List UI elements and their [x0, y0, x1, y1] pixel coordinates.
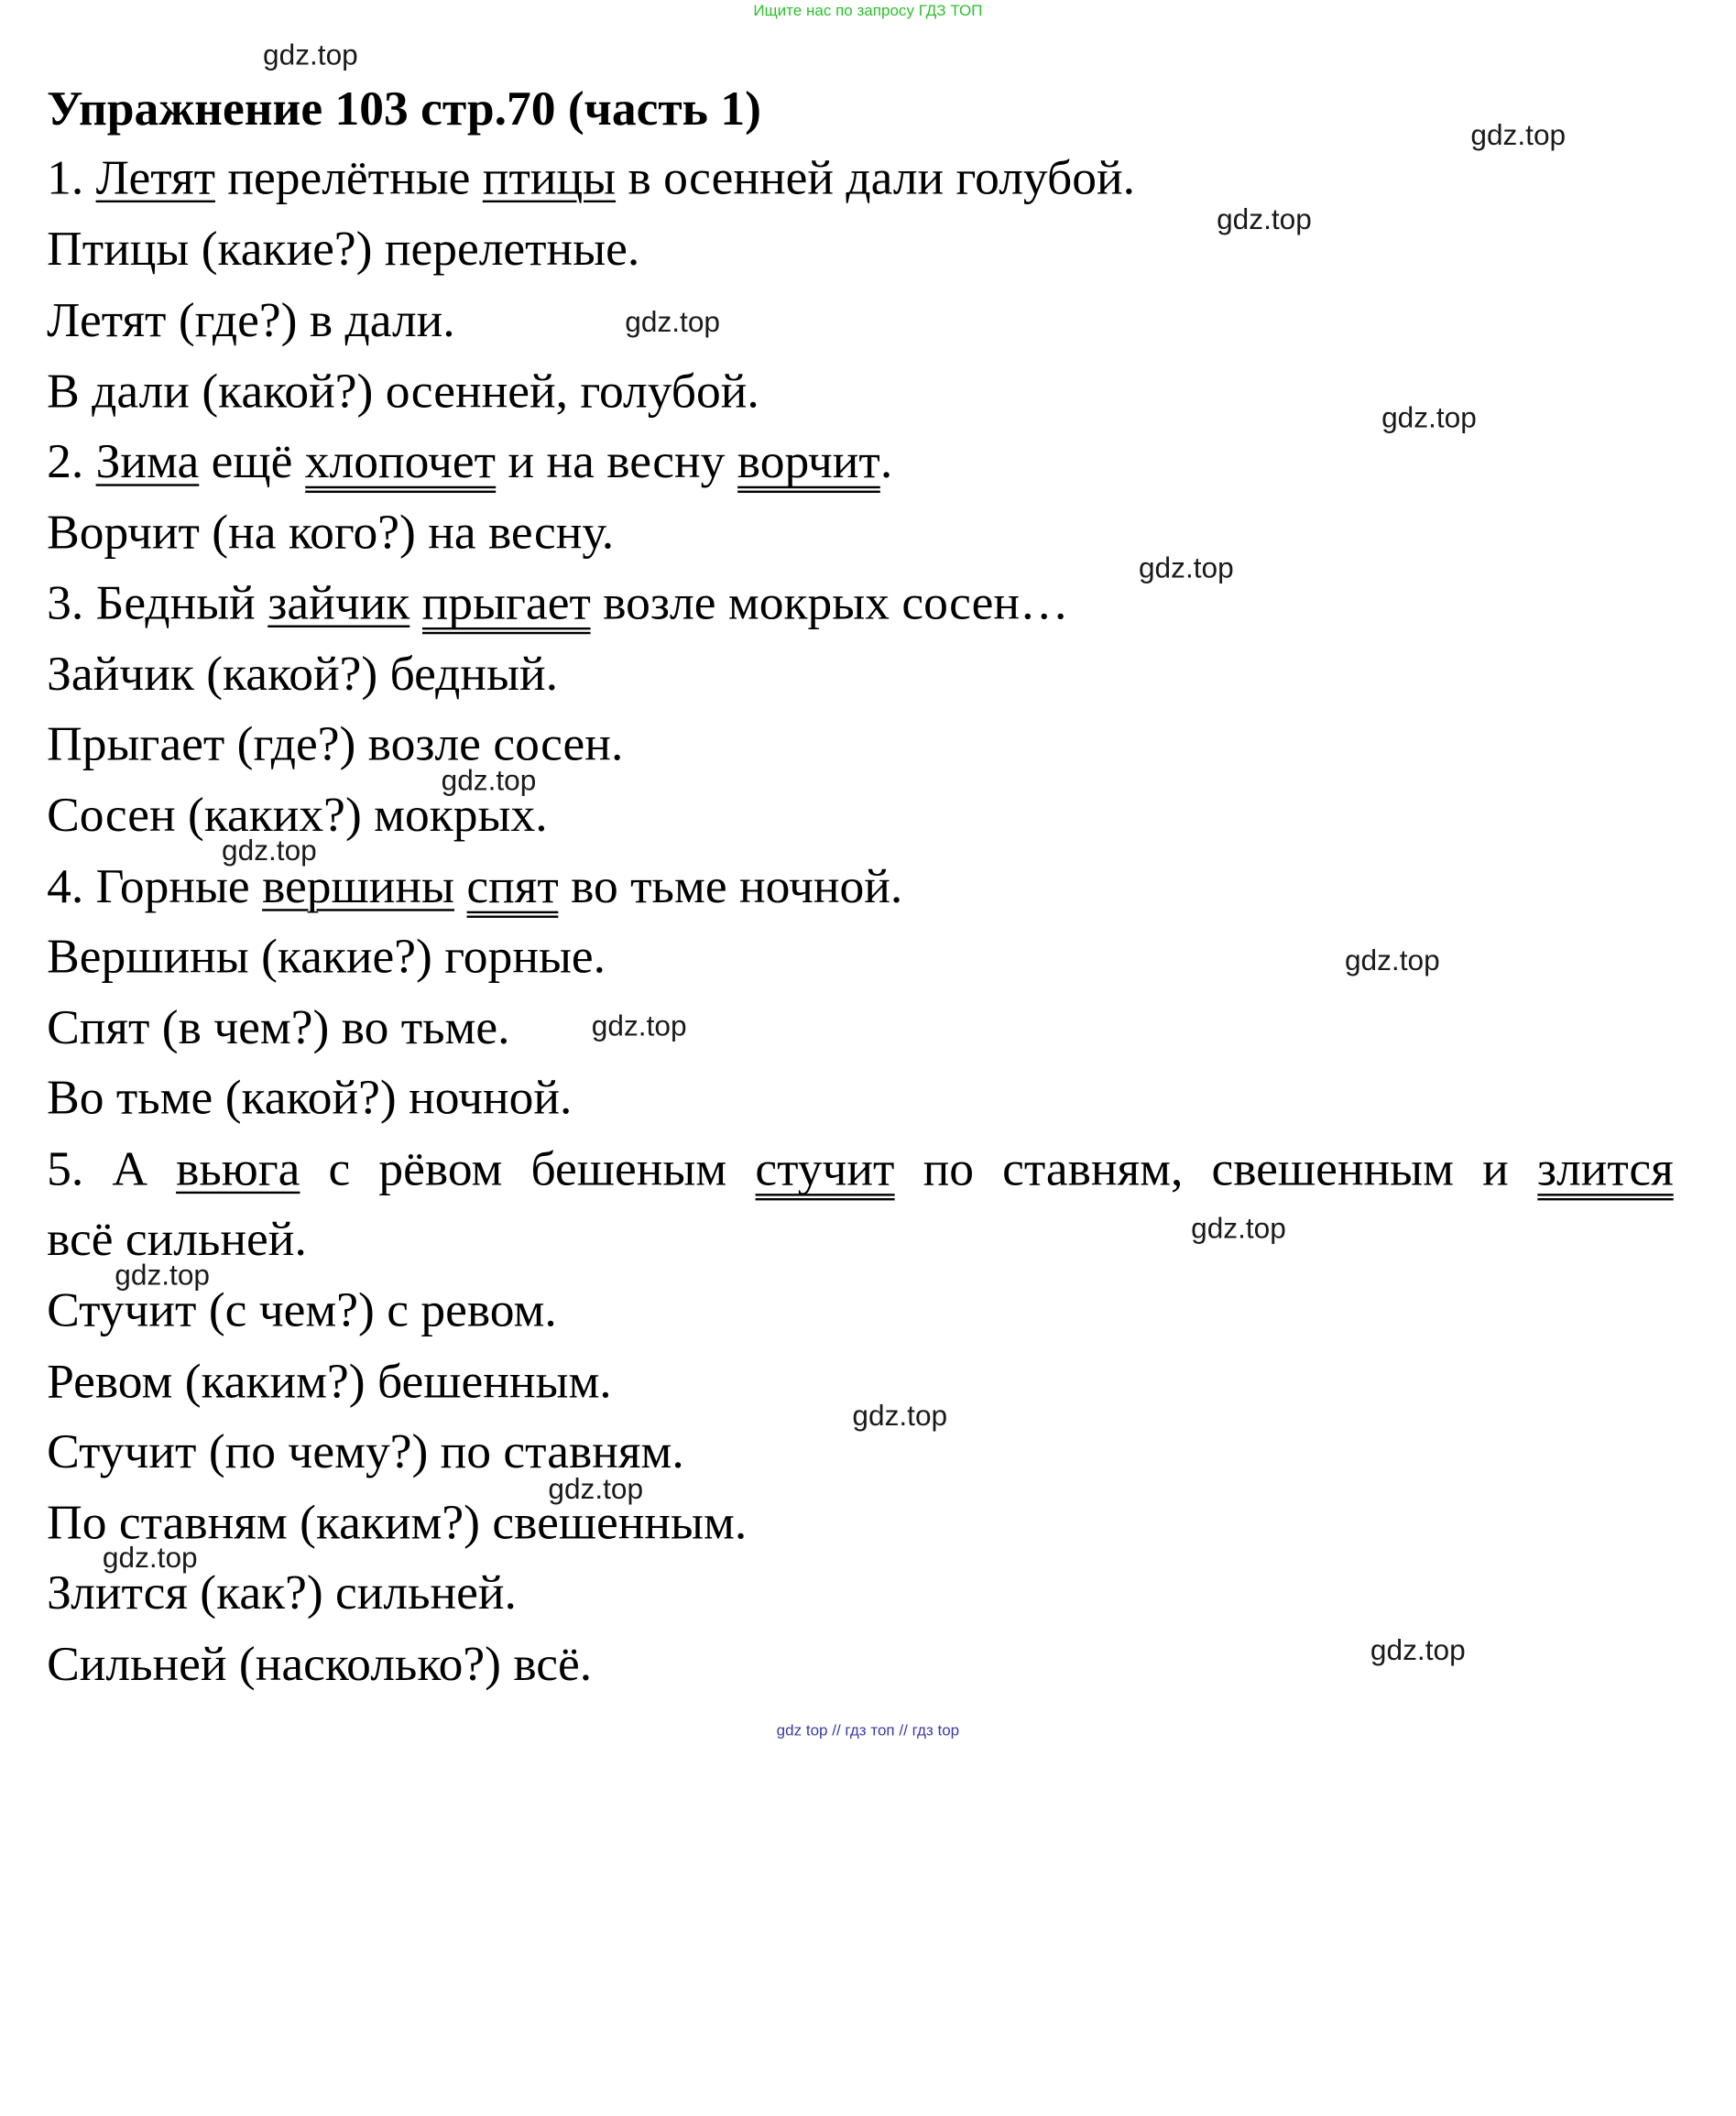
page-title: Упражнение 103 стр.70 (часть 1): [47, 81, 761, 136]
analysis-line: Ревом (каким?) бешенным.: [47, 1354, 612, 1409]
predicate-word: злится: [1537, 1145, 1674, 1201]
sentence-text: 1.: [47, 149, 96, 205]
subject-word: Летят: [95, 149, 215, 205]
analysis-line: Сильней (насколько?) всё.: [47, 1636, 593, 1692]
predicate-word: прыгает: [422, 579, 591, 635]
analysis-line: Стучит (по чему?) по ставням.: [47, 1423, 684, 1479]
watermark: gdz.top: [263, 38, 358, 71]
analysis-line: В дали (какой?) осенней, голубой.: [47, 364, 759, 419]
analysis-line: Ворчит (на кого?) на весну.: [47, 505, 615, 560]
bottom-banner: gdz top // гдз топ // гдз top: [776, 1720, 960, 1740]
watermark: gdz.top: [625, 304, 721, 339]
analysis-line: Птицы (какие?) перелетные.: [47, 221, 640, 277]
analysis-line: Зайчик (какой?) бедный.: [47, 646, 558, 702]
watermark: gdz.top: [441, 763, 537, 797]
sentence-5-continuation: всё сильней.: [47, 1211, 307, 1267]
watermark: gdz.top: [1191, 1211, 1286, 1246]
sentence-text: с рёвом бешеным: [300, 1141, 756, 1196]
sentence-text: и на весну: [496, 433, 737, 489]
watermark: gdz.top: [1217, 202, 1312, 236]
subject-word: Зима: [95, 433, 200, 489]
subject-word: вьюга: [176, 1141, 300, 1196]
analysis-line: Во тьме (какой?) ночной.: [47, 1070, 573, 1125]
sentence-text: 4. Горные: [47, 858, 263, 914]
watermark: gdz.top: [1470, 117, 1567, 152]
subject-word: зайчик: [267, 574, 410, 630]
watermark: gdz.top: [1381, 400, 1477, 434]
predicate-word: ворчит: [737, 437, 880, 493]
analysis-line: Сосен (каких?) мокрых.: [47, 787, 548, 843]
sentence-1: [47, 149, 1135, 207]
sentence-text: 3. Бедный: [47, 574, 268, 630]
analysis-line: Злится (как?) сильней.: [47, 1565, 517, 1620]
sentence-text: по ставням, свешенным и: [894, 1141, 1537, 1196]
predicate-word: стучит: [755, 1145, 894, 1201]
watermark: gdz.top: [1370, 1632, 1466, 1667]
subject-word: птицы: [482, 149, 617, 205]
subject-word: вершины: [262, 858, 454, 914]
analysis-line: По ставням (каким?) свешенным.: [47, 1495, 748, 1550]
sentence-text: [409, 575, 421, 630]
watermark: gdz.top: [102, 1541, 198, 1575]
sentence-2: [47, 432, 892, 493]
sentence-text: .: [879, 433, 893, 489]
sentence-5: [47, 1140, 1674, 1201]
sentence-text: возле мокрых сосен…: [590, 574, 1069, 630]
analysis-line: Летят (где?) в дали.: [47, 292, 455, 347]
analysis-line: Прыгает (где?) возле сосен.: [47, 716, 624, 771]
watermark: gdz.top: [591, 1009, 687, 1042]
watermark: gdz.top: [115, 1258, 211, 1293]
sentence-text: во тьме ночной.: [558, 858, 903, 914]
sentence-text: 5. А: [47, 1141, 177, 1196]
sentence-text: 2.: [47, 433, 96, 489]
analysis-line: Стучит (с чем?) с ревом.: [47, 1282, 557, 1337]
analysis-line: Спят (в чем?) во тьме.: [47, 999, 510, 1055]
watermark: gdz.top: [222, 833, 317, 867]
watermark: gdz.top: [1138, 551, 1234, 584]
watermark: gdz.top: [548, 1471, 644, 1506]
watermark: gdz.top: [852, 1398, 948, 1433]
sentence-3: [47, 574, 1068, 635]
watermark: gdz.top: [1344, 943, 1440, 977]
predicate-word: хлопочет: [305, 437, 496, 493]
top-banner: Ищите нас по запросу ГДЗ ТОП: [753, 1, 983, 19]
sentence-text: в осенней дали голубой.: [616, 149, 1135, 205]
predicate-word: спят: [466, 862, 558, 918]
analysis-line: Вершины (какие?) горные.: [47, 929, 606, 984]
sentence-4: [47, 857, 902, 918]
sentence-text: перелётные: [214, 149, 483, 205]
sentence-text: ещё: [199, 433, 305, 489]
sentence-text: [454, 859, 466, 914]
